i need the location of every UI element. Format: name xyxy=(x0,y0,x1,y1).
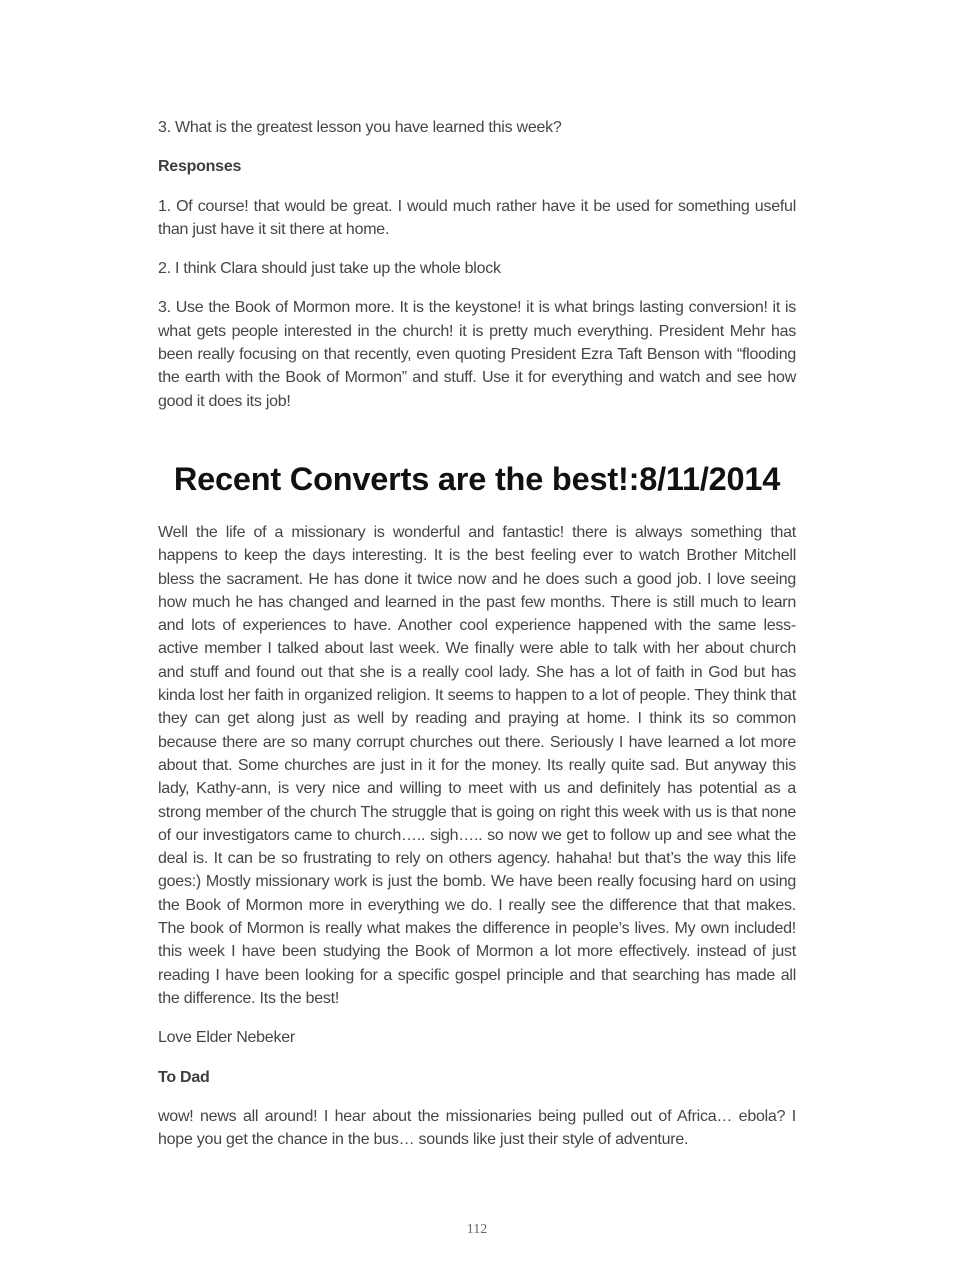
page-number: 112 xyxy=(466,1222,488,1237)
response-3: 3. Use the Book of Mormon more. It is the keystone! it is what brings lasting conversion! it is what gets people interested in the church! it is pretty much everything. President Mehr has been really focusing on that recently, even quoting President Ezra Taft Benson with “flooding the earth with the Book of Mormon” and stuff. Use it for everything and watch and see how good it does its job! xyxy=(158,299,796,410)
article-signoff: Love Elder Nebeker xyxy=(158,1029,295,1047)
to-dad-body: wow! news all around! I hear about the missionaries being pulled out of Africa… ebola? I hope you get the chance in the bus… sounds like just their style of adventure. xyxy=(158,1107,796,1149)
responses-heading: Responses xyxy=(158,158,242,176)
article-title: Recent Converts are the best!:8/11/2014 xyxy=(173,460,781,497)
to-dad-heading: To Dad xyxy=(158,1068,210,1086)
article-body: Well the life of a missionary is wonderful and fantastic! there is always something that happens to keep the days interesting. It is the best feeling ever to watch Brother Mitchell bless the sacrament. He has done it twice now and he does such a good job. I love seeing how much he has changed and learned in the past few months. There is still much to learn and lots of experiences to have. Another cool experience happened with the same less-active member I talked about last week. We finally were able to talk with her about church and stuff and found out that she is a really cool lady. She has a lot of faith in God but has kinda lost her faith in organized religion. It seems to happen to a lot of people. They think that they can get along just as well by reading and praying at home. I think its so common because there are so many corrupt churches out there. Seriously I have learned a lot more about that. Some churches are just in it for the money. Its really quite sad. But anyway this lady, Kathy-ann, is very nice and willing to meet with us and definitely has potential as a strong member of the church The struggle that is going on right this week with us is that none of our investigators came to church….. sigh….. so now we get to follow up and see what the deal is. It can be so frustrating to rely on others agency. hahaha! but that’s the way this life goes:) Mostly missionary work is just the bomb. We have been really focusing hard on using the Book of Mormon more in everything we do. I really see the difference that that makes. The book of Mormon is really what makes the difference in people’s lives. My own included! this week I have been studying the Book of Mormon a lot more effectively. instead of just reading I have been looking for a specific gospel principle and that searching has made all the difference. Its the best! xyxy=(158,523,796,1007)
page-content xyxy=(158,116,796,1167)
response-2: 2. I think Clara should just take up the whole block xyxy=(158,260,501,278)
response-1: 1. Of course! that would be great. I would much rather have it be used for something useful than just have it sit there at home. xyxy=(158,197,796,238)
question-3: 3. What is the greatest lesson you have learned this week? xyxy=(158,119,562,136)
